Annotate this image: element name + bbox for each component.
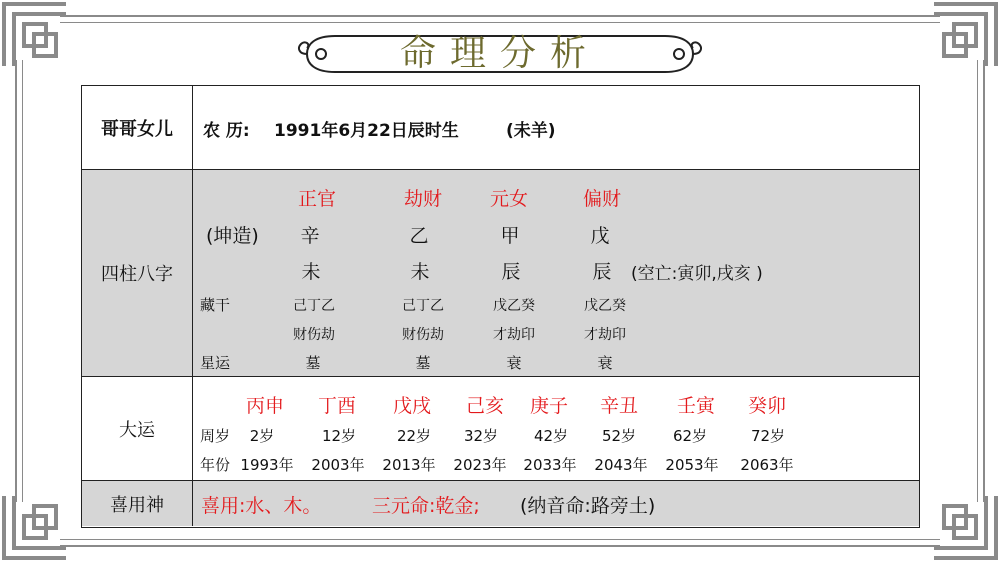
hidden-gods-year: 财伤劫 — [293, 327, 335, 343]
earthly-branch-day: 辰 — [501, 261, 521, 283]
frame-top-line-inner — [60, 22, 940, 23]
corner-ornament-top-left — [0, 0, 70, 70]
year-label: 年份 — [200, 456, 231, 474]
heavenly-stem-day: 甲 — [500, 225, 520, 247]
bazi-table — [81, 85, 920, 528]
dayun-year-2: 2003年 — [311, 456, 365, 474]
pillar-god-month: 劫财 — [403, 188, 443, 210]
four-pillars-row — [82, 169, 919, 376]
dayun-year-8: 2063年 — [740, 456, 794, 474]
zodiac-sign: (未羊) — [506, 121, 556, 141]
hidden-stems-month: 己丁乙 — [402, 298, 444, 314]
header-row — [82, 86, 919, 169]
dayun-pillar-3: 戊戌 — [392, 395, 432, 417]
heavenly-stem-hour: 戊 — [590, 225, 610, 247]
hidden-gods-day: 才劫印 — [493, 327, 535, 343]
earthly-branch-month: 未 — [410, 261, 430, 283]
heavenly-stem-month: 乙 — [409, 225, 429, 247]
dayun-year-5: 2033年 — [523, 456, 577, 474]
dayun-year-6: 2043年 — [594, 456, 648, 474]
pillar-god-hour: 偏财 — [582, 188, 622, 210]
age-label: 周岁 — [200, 427, 231, 445]
corner-ornament-bottom-left — [0, 492, 70, 562]
dayun-pillar-8: 癸卯 — [747, 395, 787, 417]
star-luck-label: 星运 — [200, 354, 231, 372]
dayun-year-7: 2053年 — [665, 456, 719, 474]
kongwang-note: (空亡:寅卯,戌亥 ) — [631, 264, 763, 284]
frame-left-line — [15, 60, 17, 502]
hidden-stems-hour: 戊乙癸 — [584, 298, 626, 314]
page-title: 命理分析 — [399, 33, 600, 74]
earthly-branch-hour: 辰 — [592, 261, 612, 283]
dayun-year-3: 2013年 — [382, 456, 436, 474]
frame-top-line — [60, 15, 940, 17]
dayun-age-7: 62岁 — [672, 427, 708, 445]
frame-right-line-inner — [977, 60, 978, 502]
lunar-birth-date: 1991年6月22日辰时生 — [274, 121, 459, 141]
dayun-pillar-4: 己亥 — [465, 395, 505, 417]
dayun-pillar-7: 壬寅 — [676, 395, 716, 417]
dayun-pillar-2: 丁酉 — [317, 395, 357, 417]
star-luck-hour: 衰 — [597, 354, 613, 372]
dayun-age-5: 42岁 — [533, 427, 569, 445]
dayun-row — [82, 376, 919, 480]
star-luck-year: 墓 — [305, 354, 321, 372]
four-pillars-label: 四柱八字 — [82, 170, 193, 376]
dayun-pillar-1: 丙申 — [245, 395, 285, 417]
corner-ornament-bottom-right — [930, 492, 1000, 562]
xiyong-row — [82, 480, 919, 526]
earthly-branch-year: 未 — [301, 261, 321, 283]
dayun-year-1: 1993年 — [240, 456, 294, 474]
sanyuan-ming: 三元命:乾金; — [372, 495, 480, 517]
star-luck-day: 衰 — [506, 354, 522, 372]
pillar-god-year: 正官 — [297, 188, 337, 210]
dayun-pillar-5: 庚子 — [529, 395, 569, 417]
xiyong-label: 喜用神 — [82, 481, 193, 526]
dayun-year-4: 2023年 — [453, 456, 507, 474]
dayun-age-6: 52岁 — [601, 427, 637, 445]
pillar-god-day: 元女 — [489, 188, 529, 210]
gender-tag: (坤造) — [206, 225, 259, 247]
hidden-gods-month: 财伤劫 — [402, 327, 444, 343]
hidden-stems-year: 己丁乙 — [293, 298, 335, 314]
frame-right-line — [983, 60, 985, 502]
frame-left-line-inner — [22, 60, 23, 502]
dayun-age-1: 2岁 — [249, 427, 275, 445]
person-name: 哥哥女儿 — [82, 86, 193, 169]
nayin-ming: (纳音命:路旁土) — [520, 495, 656, 517]
hidden-stems-day: 戊乙癸 — [493, 298, 535, 314]
dayun-age-2: 12岁 — [321, 427, 357, 445]
frame-bottom-line-inner — [60, 539, 940, 540]
dayun-label: 大运 — [82, 377, 193, 480]
dayun-age-8: 72岁 — [750, 427, 786, 445]
corner-ornament-top-right — [930, 0, 1000, 70]
useful-elements: 喜用:水、木。 — [201, 495, 322, 517]
dayun-age-4: 32岁 — [463, 427, 499, 445]
hidden-stems-label: 藏干 — [200, 296, 231, 314]
hidden-gods-hour: 才劫印 — [584, 327, 626, 343]
star-luck-month: 墓 — [415, 354, 431, 372]
frame-bottom-line — [60, 545, 940, 547]
dayun-age-3: 22岁 — [396, 427, 432, 445]
heavenly-stem-year: 辛 — [300, 225, 320, 247]
lunar-label: 农 历: — [203, 121, 250, 141]
dayun-pillar-6: 辛丑 — [599, 395, 639, 417]
title-banner — [295, 30, 705, 78]
